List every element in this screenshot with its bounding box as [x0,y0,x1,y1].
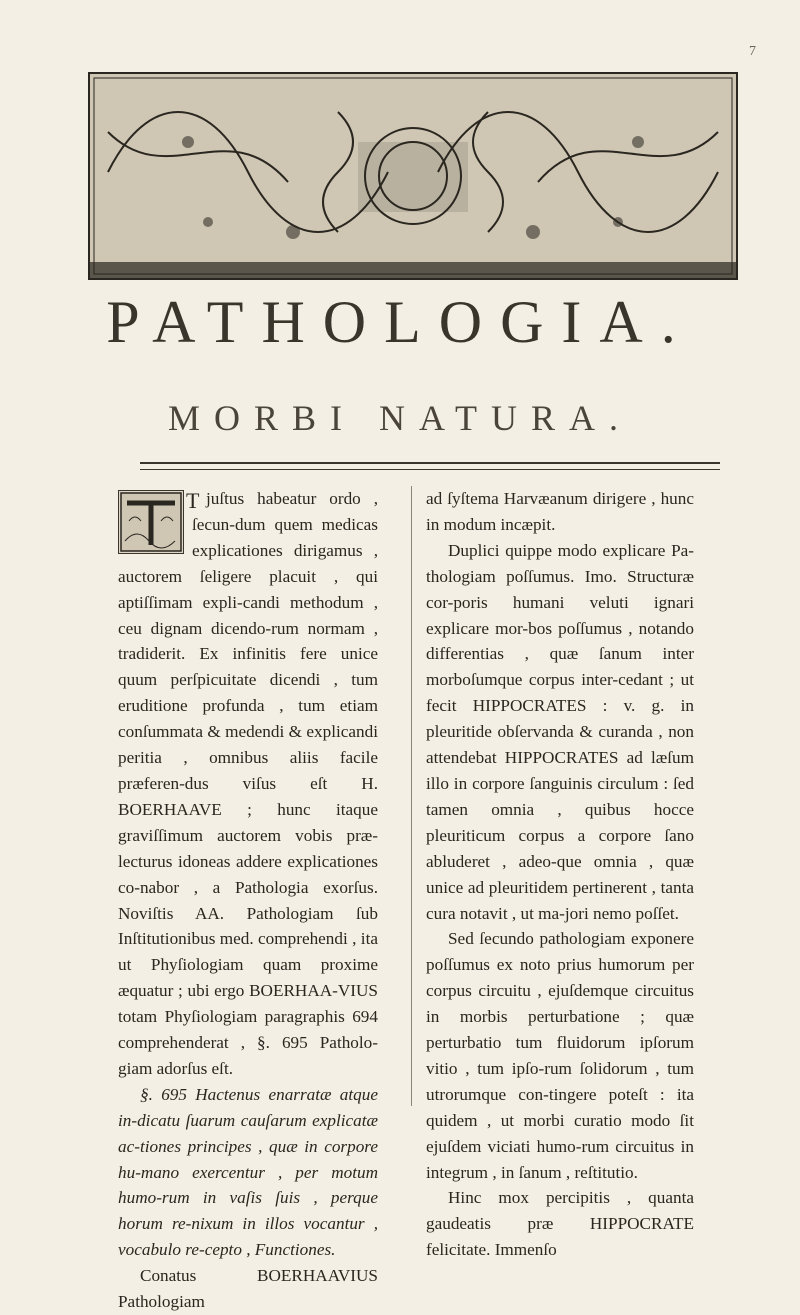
left-column [118,486,378,1315]
headpiece-engraving [88,72,738,280]
right-column [426,486,694,1263]
paragraph-hinc: Hinc mox percipitis , quanta gaudeatis præ HIPPOCRATE felicitate. Immenſo [426,1188,694,1260]
initial-letter: T [186,488,200,513]
title-rule [140,462,720,470]
paragraph-harvaeanum: ad ſyſtema Harvæanum dirigere , hunc in modum incæpit. [426,489,694,534]
page-title: PATHOLOGIA. [106,289,694,355]
initial-ornament-icon [119,491,183,553]
page-number: 7 [749,44,756,59]
paragraph-secundo: Sed ſecundo pathologiam exponere poſſumus ex noto prius humorum per corpus circuitu , ejuſdemque circuitus in morbis perturbatione ; quæ perturbatio tum fluidorum ipſorum vitio , tum ipſo-rum ſolidorum , tum utrorumque con-tingere poteſt : ita quidem , ut morbi curatio modo ſit ejuſdem viciati humo-rum circuitus in integrum , in ſanum , reſtitutio. [426,929,694,1182]
column-divider [411,486,412,1106]
paragraph-conatus: Conatus BOERHAAVIUS Pathologiam [118,1266,378,1312]
section-subtitle: MORBI NATURA. [167,398,633,438]
paragraph-duplici: Duplici quippe modo explicare Pa-thologiam poſſumus. Imo. Structuræ cor-poris humani veluti ignari explicare mor-bos poſſumus , notando differentias , quæ ſanum inter morboſumque corpus inter-cedant ; ut fecit HIPPOCRATES : v. g. in pleuritide obſervanda & curanda , non attendebat HIPPOCRATES ad læſum illo in corpore ſanguinis circulum : ſed tamen omnia , quibus hocce pleuriticum corpus a corpore ſano abluderet , adeo-que omnia , quæ unice ad pleuritidem pertinerent , tanta cura notavit , ut ma-jori nemo poſſet. [426,540,694,923]
paragraph-section-695: §. 695 Hactenus enarratæ atque in-dicatu ſuarum cauſarum explicatæ ac-tiones principes , quæ in corpore hu-mano exercentur , per motum humo-rum in vaſis ſuis , perque horum re-nixum in illos vocantur , vocabulo re-cepto , Functiones. [118,1084,378,1260]
paragraph-intro: juſtus habeatur ordo , ſecun-dum quem medicas explicationes dirigamus , auctorem ſeligere placuit , qui aptiſſimam expli-candi methodum , ceu dignam dicendo-rum normam , tradiderit. Ex infinitis fere unice quum perſpicuitate dicendi , tum eruditione profunda , tum etiam conſummata & medendi & explicandi peritia , omnibus aliis facile præferen-dus viſus eſt H. BOERHAAVE ; hunc itaque graviſſimum auctorem vobis præ-lecturus idoneas addere explicationes co-nabor , a Pathologia exorſus. Noviſtis AA. Pathologiam ſub Inſtitutionibus med. comprehendi , ita ut Phyſiologiam quam proxime æquatur ; ubi ergo BOERHAA-VIUS totam Phyſiologiam paragraphis 694 comprehenderat , §. 695 Patholo-giam adorſus eſt. [118,489,378,1078]
decorated-initial [118,490,184,554]
ornamental-headpiece [88,72,738,280]
